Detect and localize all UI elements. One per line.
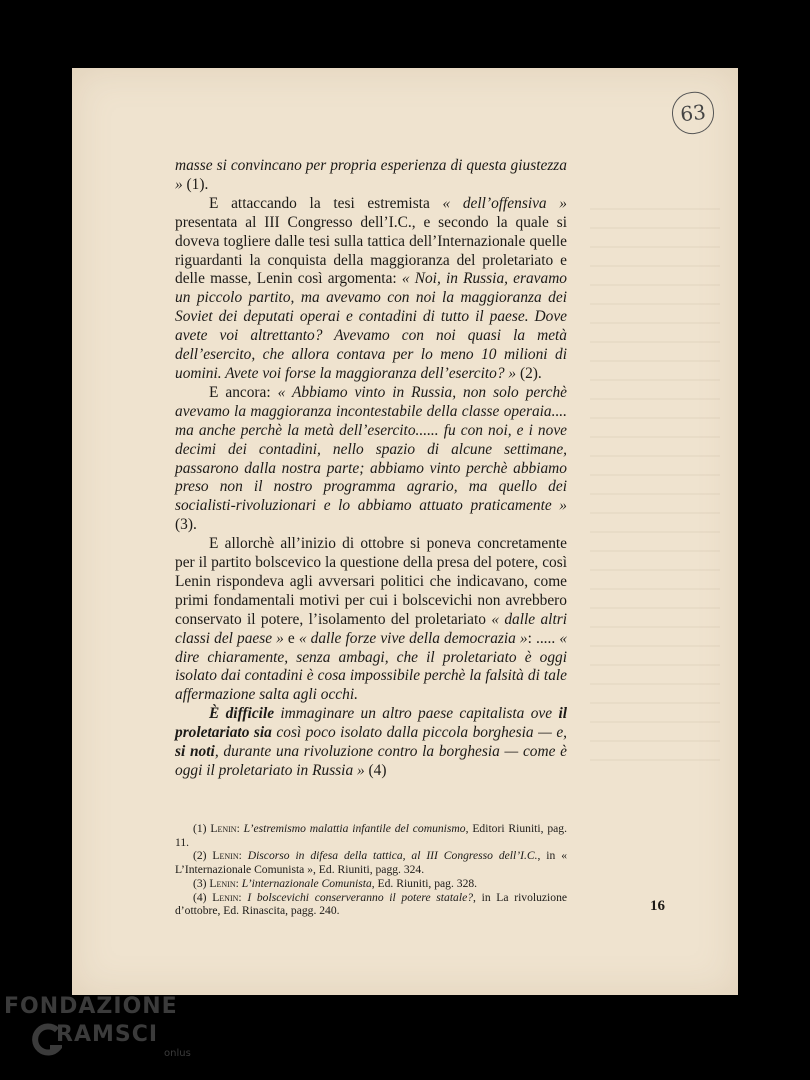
footnote <box>175 891 567 918</box>
fondazione-gramsci-logo <box>4 990 204 1070</box>
logo-line-1: FONDAZIONE <box>4 994 178 1019</box>
text-run: (2). <box>516 364 542 382</box>
italic-text: masse si convincano per propria esperienza di questa giustezza » <box>175 157 567 193</box>
text-run: , in « L’Internazionale Comunista », Ed. Riuniti, pagg. 324. <box>175 849 567 877</box>
text-run: (3). <box>175 516 197 534</box>
document-page <box>72 68 738 995</box>
italic-text: L’internazionale Comunista <box>241 876 372 890</box>
text-run: , Ed. Riuniti, pag. 328. <box>371 876 478 890</box>
italic-text: Discorso in difesa della tattica, al III Congresso dell’I.C. <box>247 849 538 863</box>
text-run: : <box>236 822 244 835</box>
italic-text: « dalle altri classi del paese » <box>175 610 567 647</box>
text-run: , in La rivoluzione d’ottobre, Ed. Rinascita, pagg. 240. <box>175 890 568 918</box>
author-name: Lenin <box>209 876 236 890</box>
text-run: E attaccando la tesi estremista <box>209 194 443 212</box>
logo-line-2: RAMSCI <box>56 1022 159 1047</box>
paragraph <box>175 195 567 384</box>
text-run: E ancora: <box>209 383 278 401</box>
italic-text: « dalle forze vive della democrazia » <box>298 629 528 647</box>
footnote <box>175 822 567 849</box>
body-text <box>175 157 567 781</box>
folio-number: 63 <box>679 99 707 127</box>
text-run: E allorchè all’inizio di ottobre si poneva concretamente per il partito bolscevico la questione della presa del potere, così Lenin rispondeva agli avversari politici che indicavano, come primi fondamentali motivi per cui i bolscevichi non avrebbero conservato il potere, l’isolamento del proletariato <box>175 535 567 628</box>
logo-suffix: onlus <box>164 1048 191 1059</box>
text-run: (4) <box>193 890 213 904</box>
text-run: (3) <box>193 876 210 890</box>
footnotes <box>175 822 567 918</box>
text-run: : ..... <box>527 629 560 647</box>
paragraph <box>175 705 567 781</box>
italic-text: immaginare un altro paese capitalista ove <box>274 705 559 723</box>
italic-text: « Noi, in Russia, eravamo un piccolo partito, ma avevamo con noi la maggioranza dei Soviet dei deputati operai e contadini di tutto il paese. Dove avete voi altrettanto? Avevamo con noi quasi la metà dell’esercito, che allora contava per lo meno 10 milioni di uomini. Avete voi forse la maggioranza dell’esercito? » <box>175 270 568 382</box>
italic-text: « Abbiamo vinto in Russia, non solo perchè avevamo la maggioranza incontestabile della classe operaia.... ma anche perchè la metà dell’esercito...... fu con noi, e i nove decimi dei contadini, nello spazio di alcune settimane, passarono dalla nostra parte; abbiamo vinto perchè abbiamo preso non il nostro programma agrario, ma quello dei socialisti-rivoluzionari e lo abbiamo attuato praticamente » <box>175 383 567 515</box>
text-run: e <box>283 629 299 647</box>
italic-text: È difficile <box>209 705 275 723</box>
italic-text: I bolscevichi conserveranno il potere statale? <box>247 890 474 904</box>
paragraph <box>175 157 567 195</box>
italic-text: così poco isolato dalla piccola borghesia — e, <box>271 724 568 742</box>
text-run: presentata al III Congresso dell’I.C., e secondo la quale si doveva togliere dalle tesi sulla tattica dell’Internazionale quelle riguardanti la conquista della maggioranza del proletariato e delle masse, Lenin così argomenta: <box>175 213 567 288</box>
text-run: (2) <box>193 849 213 863</box>
text-run: (1) <box>193 822 211 835</box>
show-through-text <box>590 208 720 768</box>
paragraph <box>175 535 567 705</box>
italic-text: il proletariato sia <box>175 705 567 742</box>
text-run: (4) <box>364 762 387 779</box>
italic-text: « dell’offensiva » <box>442 194 568 212</box>
paragraph <box>175 384 567 535</box>
author-name: Lenin <box>210 822 237 835</box>
text-run: (1). <box>182 175 209 193</box>
page-number: 16 <box>650 898 665 914</box>
footnote <box>175 849 567 876</box>
italic-text: « dire chiaramente, senza ambagi, che il proletariato è oggi isolato dai contadini è cosa impossibile perchè la falsità di tale affermazione salta agli occhi. <box>175 629 568 704</box>
author-name: Lenin <box>212 890 239 904</box>
footnote <box>175 877 567 891</box>
italic-text: , durante una rivoluzione contro la borghesia — come è oggi il proletariato in Russia » <box>175 743 567 779</box>
handwritten-folio-annotation <box>670 90 716 136</box>
text-run: : <box>235 876 242 890</box>
text-run: , Editori Riuniti, pag. 11. <box>175 822 567 849</box>
author-name: Lenin <box>212 849 239 863</box>
italic-text: L’estremismo malattia infantile del comunismo <box>243 822 466 835</box>
text-run: : <box>238 849 248 863</box>
text-run: : <box>238 890 248 904</box>
italic-text: si noti <box>175 743 215 761</box>
